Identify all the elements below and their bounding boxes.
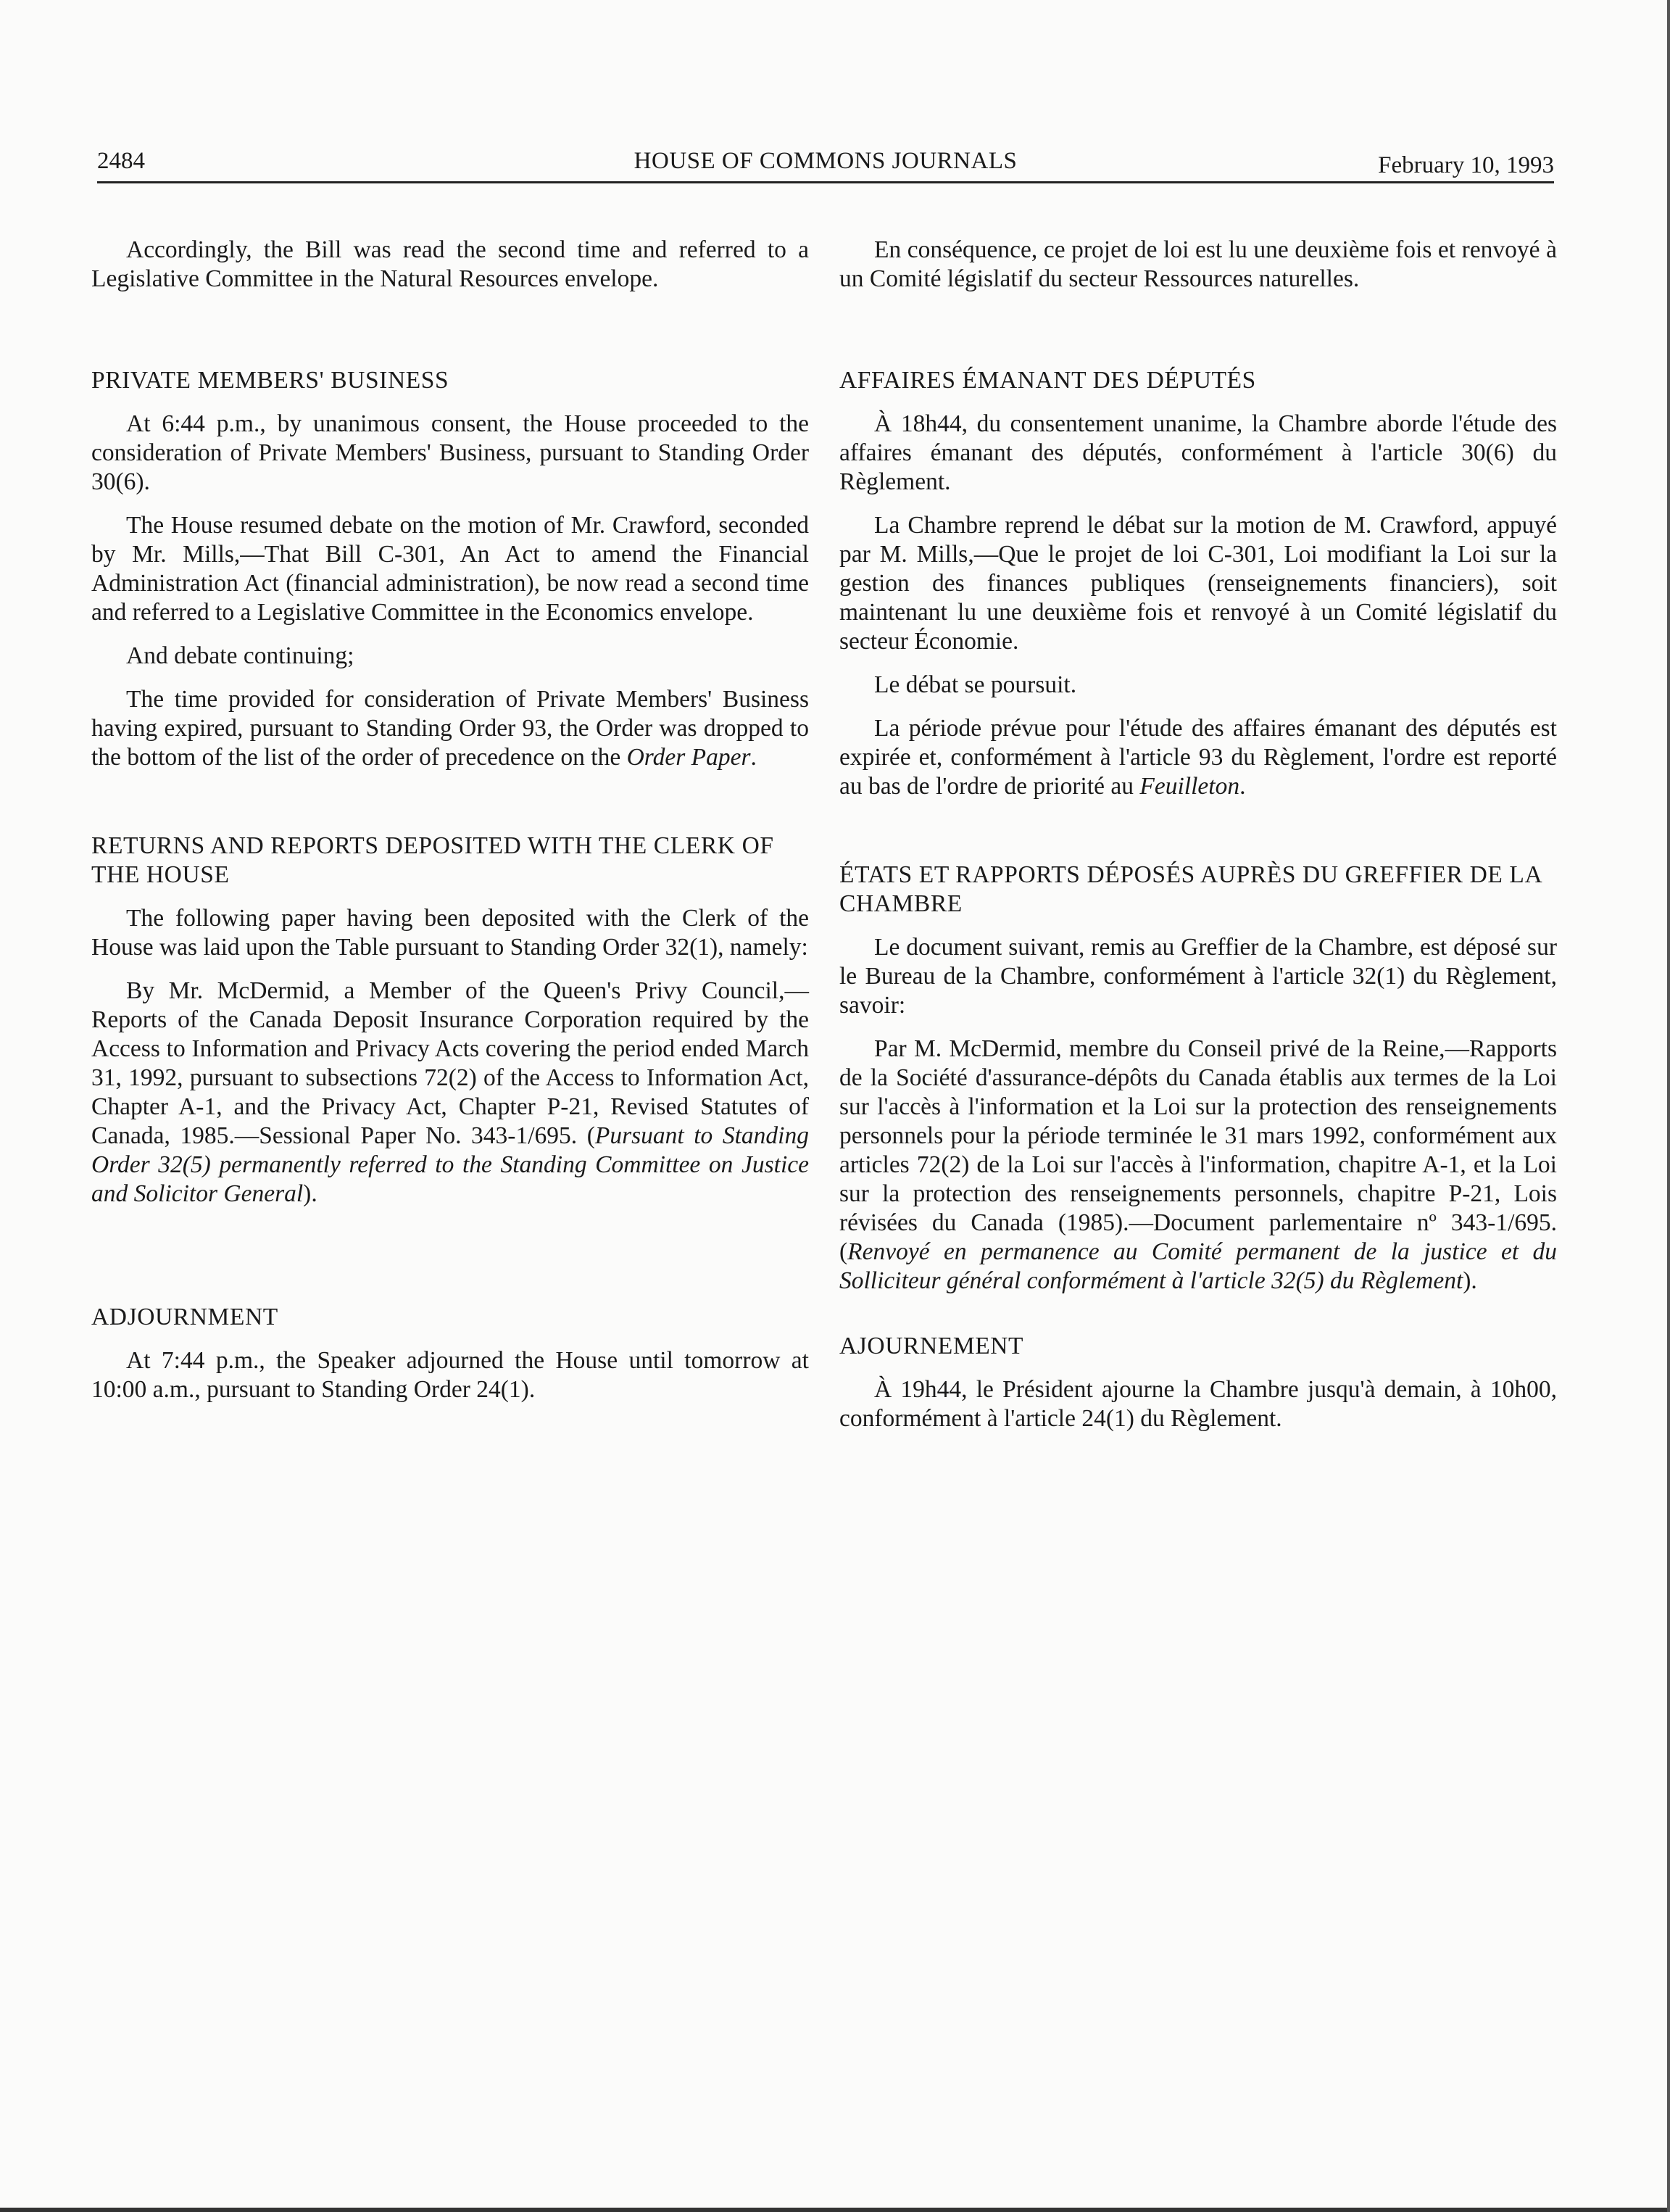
en-returns-p2-end: ). bbox=[303, 1180, 317, 1207]
en-pmb-p4-end: . bbox=[750, 744, 757, 771]
page-number: 2484 bbox=[97, 148, 145, 174]
fr-returns-heading: ÉTATS ET RAPPORTS DÉPOSÉS AUPRÈS DU GREFFIER DE LA CHAMBRE bbox=[839, 861, 1542, 917]
fr-returns-p2-end: ). bbox=[1463, 1267, 1477, 1294]
en-returns-paragraph-1: The following paper having been deposited with the Clerk of the House was laid upon the Table pursuant to Standing Order 32(1), namely: bbox=[91, 905, 809, 961]
fr-pmb-p4-end: . bbox=[1239, 773, 1246, 800]
fr-pmb-paragraph-1: À 18h44, du consentement unanime, la Chambre aborde l'étude des affaires émanant des députés, conformément à l'article 30(6) du Règlement. bbox=[839, 410, 1557, 495]
en-pmb-heading: PRIVATE MEMBERS' BUSINESS bbox=[91, 367, 449, 394]
fr-intro-paragraph: En conséquence, ce projet de loi est lu une deuxième fois et renvoyé à un Comité législatif du secteur Ressources naturelles. bbox=[839, 236, 1557, 292]
en-adjournment-paragraph: At 7:44 p.m., the Speaker adjourned the House until tomorrow at 10:00 a.m., pursuant to Standing Order 24(1). bbox=[91, 1347, 809, 1403]
fr-pmb-p4-text: La période prévue pour l'étude des affaires émanant des députés est expirée et, conformément à l'article 93 du Règlement, l'ordre est reporté au bas de l'ordre de priorité au bbox=[839, 715, 1557, 800]
scan-bottom-edge bbox=[0, 2208, 1670, 2212]
scan-right-edge bbox=[1667, 0, 1670, 2212]
english-column bbox=[91, 236, 809, 1419]
en-returns-heading: RETURNS AND REPORTS DEPOSITED WITH THE CLERK OF THE HOUSE bbox=[91, 832, 774, 888]
fr-returns-paragraph-1: Le document suivant, remis au Greffier de la Chambre, est déposé sur le Bureau de la Chambre, conformément à l'article 32(1) du Règlement, savoir: bbox=[839, 934, 1557, 1019]
en-pmb-p4-text: The time provided for consideration of Private Members' Business having expired, pursuant to Standing Order 93, the Order was dropped to the bottom of the list of the order of precedence on the bbox=[91, 686, 809, 771]
en-adjournment-heading: ADJOURNMENT bbox=[91, 1304, 278, 1330]
journal-title: HOUSE OF COMMONS JOURNALS bbox=[633, 148, 1018, 174]
en-returns-referral: Pursuant to Standing Order 32(5) permanently referred to the Standing Committee on Justice and Solicitor General bbox=[91, 1122, 809, 1207]
en-pmb-paragraph-3: And debate continuing; bbox=[126, 642, 354, 669]
fr-pmb-paragraph-4 bbox=[839, 714, 1557, 801]
en-pmb-paragraph-4 bbox=[91, 685, 809, 772]
fr-pmb-heading: AFFAIRES ÉMANANT DES DÉPUTÉS bbox=[839, 367, 1256, 394]
fr-returns-paragraph-2 bbox=[839, 1035, 1557, 1296]
french-column bbox=[839, 236, 1557, 1448]
en-order-paper: Order Paper bbox=[626, 744, 751, 771]
en-pmb-paragraph-2: The House resumed debate on the motion of Mr. Crawford, seconded by Mr. Mills,—That Bill C-301, An Act to amend the Financial Administration Act (financial administration), be now read a second time and referred to a Legislative Committee in the Economics envelope. bbox=[91, 512, 809, 626]
fr-pmb-paragraph-3: Le débat se poursuit. bbox=[874, 671, 1077, 698]
en-pmb-paragraph-1: At 6:44 p.m., by unanimous consent, the House proceeded to the consideration of Private Members' Business, pursuant to Standing Order 30(6). bbox=[91, 410, 809, 495]
journal-date: February 10, 1993 bbox=[1378, 152, 1554, 178]
page-header bbox=[97, 145, 1554, 183]
fr-pmb-paragraph-2: La Chambre reprend le débat sur la motion de M. Crawford, appuyé par M. Mills,—Que le projet de loi C-301, Loi modifiant la Loi sur la gestion des finances publiques (renseignements financiers), soit maintenant lu une deuxième fois et renvoyé à un Comité législatif du secteur Économie. bbox=[839, 512, 1557, 655]
fr-adjournment-paragraph: À 19h44, le Président ajourne la Chambre jusqu'à demain, à 10h00, conformément à l'article 24(1) du Règlement. bbox=[839, 1376, 1557, 1432]
en-returns-p2-text: By Mr. McDermid, a Member of the Queen's Privy Council,—Reports of the Canada Deposit Insurance Corporation required by the Access to Information and Privacy Acts covering the period ended March 31, 1992, pursuant to subsections 72(2) of the Access to Information Act, Chapter A-1, and the Privacy Act, Chapter P-21, Revised Statutes of Canada, 1985.—Sessional Paper No. 343-1/695. ( bbox=[91, 977, 809, 1149]
en-returns-paragraph-2 bbox=[91, 977, 809, 1209]
fr-feuilleton: Feuilleton bbox=[1139, 773, 1240, 800]
fr-adjournment-heading: AJOURNEMENT bbox=[839, 1333, 1024, 1359]
fr-returns-p2-text: Par M. McDermid, membre du Conseil privé de la Reine,—Rapports de la Société d'assurance-dépôts du Canada établis aux termes de la Loi sur l'accès à l'information et la Loi sur la protection des renseignements personnels pour la période terminée le 31 mars 1992, conformément aux articles 72(2) de la Loi sur l'accès à l'information, chapitre A-1, et la Loi sur la protection des renseignements personnels, chapitre P-21, Lois révisées du Canada (1985).—Document parlementaire nº 343-1/695. ( bbox=[839, 1035, 1557, 1265]
en-intro-paragraph: Accordingly, the Bill was read the second time and referred to a Legislative Committee in the Natural Resources envelope. bbox=[91, 236, 809, 292]
fr-returns-referral: Renvoyé en permanence au Comité permanent de la justice et du Solliciteur général conformément à l'article 32(5) du Règlement bbox=[839, 1238, 1557, 1294]
